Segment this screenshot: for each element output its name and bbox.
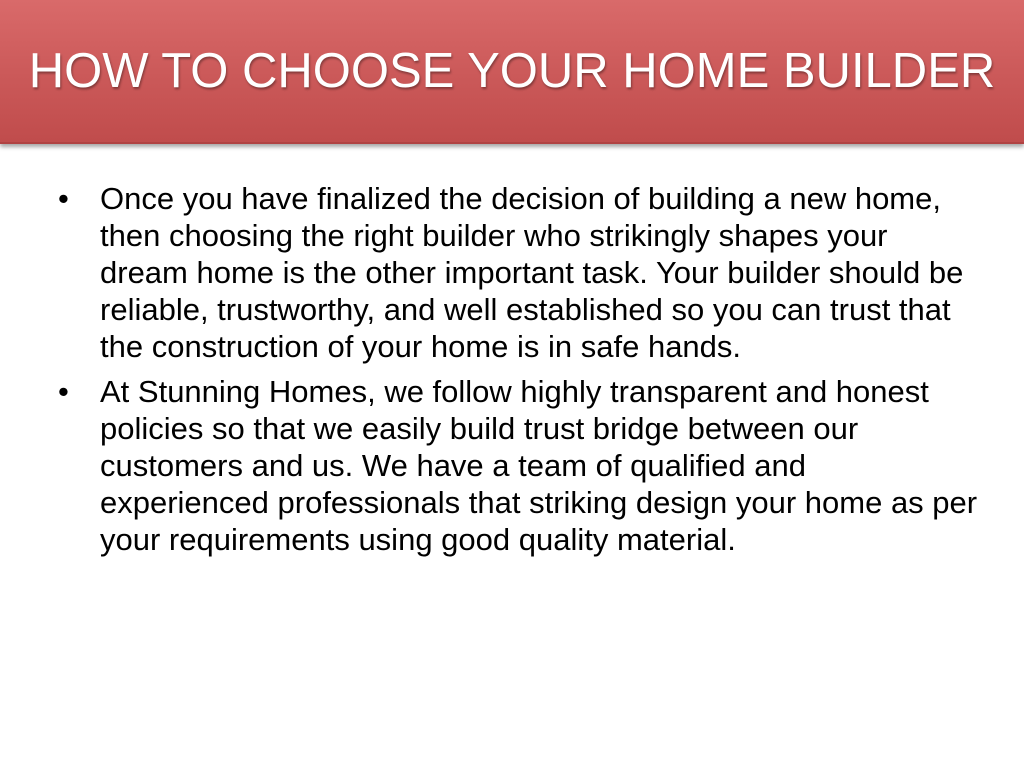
bullet-list [58, 180, 978, 566]
bullet-dot-icon: • [58, 374, 69, 409]
bullet-dot-icon: • [58, 181, 69, 216]
title-bar [0, 0, 1024, 144]
slide-title: HOW TO CHOOSE YOUR HOME BUILDER [28, 44, 996, 98]
bullet-item-1 [58, 180, 978, 365]
bullet-text-1: Once you have finalized the decision of building a new home, then choosing the right builder who strikingly shapes your dream home is the other important task. Your builder should be reliable, trustworthy, and well established so you can trust that the construction of your home is in safe hands. [100, 181, 964, 364]
bullet-item-2 [58, 373, 978, 558]
bullet-text-2: At Stunning Homes, we follow highly transparent and honest policies so that we easily build trust bridge between our customers and us. We have a team of qualified and experienced professionals that striking design your home as per your requirements using good quality material. [100, 374, 978, 557]
